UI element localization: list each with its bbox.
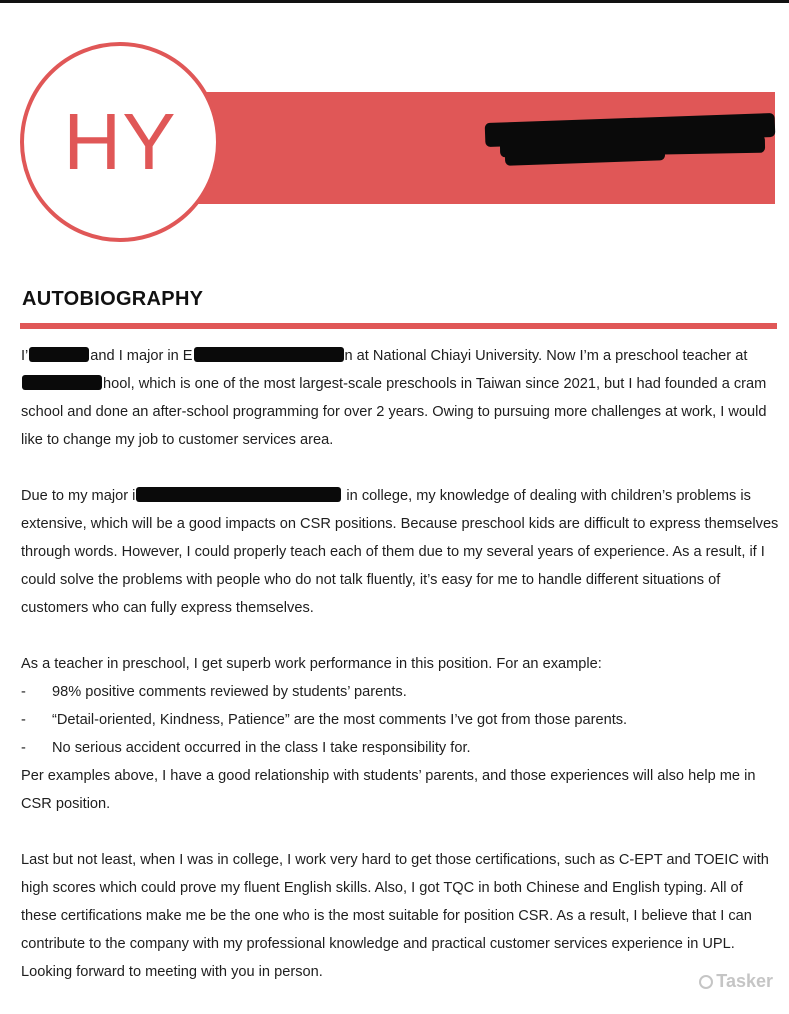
paragraph-3-outro: Per examples above, I have a good relationship with students’ parents, and those experiences will also help me in CSR position. (21, 768, 756, 812)
tasker-watermark (699, 971, 773, 992)
paragraph-4: Last but not least, when I was in college, I work very hard to get those certifications, such as C-EPT and TOEIC with high scores which could prove my fluent English skills. Also, I got TQC in both Chinese and English typing. All of these certifications make me be the one who is the most suitable for position CSR. As a result, I believe that I can contribute to the company with my professional knowledge and practical customer services experience in UPL. Looking forward to meeting with you in person. (21, 852, 769, 980)
watermark-text: Tasker (716, 971, 773, 991)
list-item (21, 678, 781, 706)
list-item (21, 734, 781, 762)
list-dash: - (21, 740, 26, 756)
section-title: AUTOBIOGRAPHY (22, 288, 204, 310)
top-edge-border (0, 0, 789, 3)
paragraph-3-intro: As a teacher in preschool, I get superb work performance in this position. For an example: (21, 656, 602, 672)
redaction (136, 487, 341, 502)
paragraph-text: Due to my major i (21, 488, 136, 504)
list-dash: - (21, 684, 26, 700)
autobiography-body (21, 342, 781, 1014)
list-item-text: “Detail-oriented, Kindness, Patience” are the most comments I’ve got from those parents. (52, 712, 628, 728)
paragraph-text: and I major in E (90, 348, 193, 364)
initials-logo (20, 42, 220, 242)
paragraph-1 (21, 342, 781, 454)
redaction (194, 347, 344, 362)
list-item-text: 98% positive comments reviewed by students’ parents. (52, 684, 407, 700)
tasker-logo-icon (699, 975, 713, 989)
initials-text: HY (63, 97, 177, 186)
paragraph-text: hool, which is one of the most largest-scale preschools in Taiwan since 2021, but I had founded a cram school and done an after-school programming for over 2 years. Owing to pursuing more challenges at work, I would like to change my job to customer services area. (21, 376, 767, 448)
paragraph-text: I’ (21, 348, 29, 364)
section-divider (20, 323, 777, 329)
redaction (22, 375, 102, 390)
redaction (29, 347, 89, 362)
list-item-text: No serious accident occurred in the class I take responsibility for. (52, 740, 471, 756)
list-item (21, 706, 781, 734)
paragraph-text: n at National Chiayi University. Now I’m a preschool teacher at (344, 348, 748, 364)
paragraph-2 (21, 482, 781, 622)
paragraph-text: in college, my knowledge of dealing with children’s problems is extensive, which will be a good impacts on CSR positions. Because preschool kids are difficult to express themselves through words. However, I could properly teach each of them due to my several years of experience. As a result, if I could solve the problems with people who do not talk fluently, it’s easy for me to handle different situations of customers who can fully express themselves. (21, 488, 779, 616)
list-dash: - (21, 712, 26, 728)
